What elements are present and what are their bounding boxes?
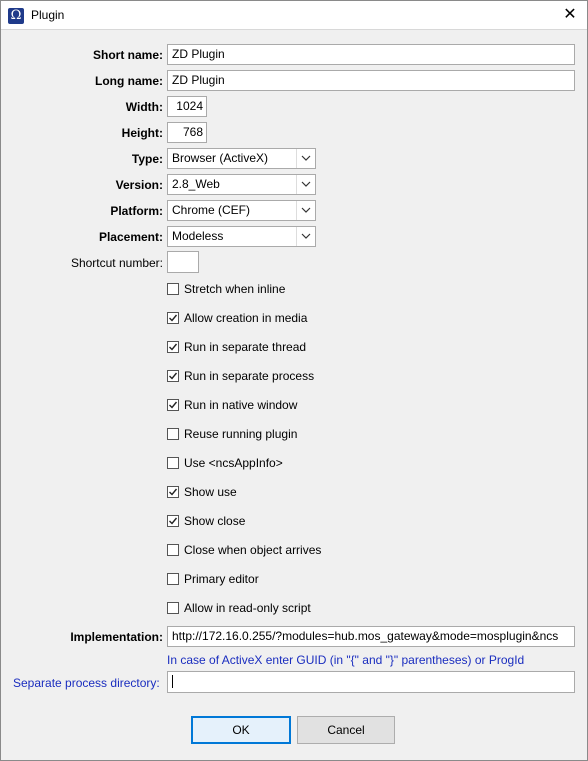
checkmark-icon — [168, 487, 178, 497]
type-select[interactable] — [167, 148, 316, 169]
checkbox-label: Close when object arrives — [184, 543, 322, 557]
separate-process-directory-label: Separate process directory: — [13, 676, 160, 690]
checkbox-unchecked[interactable] — [167, 428, 179, 440]
checkmark-icon — [168, 371, 178, 381]
checkbox-label: Stretch when inline — [184, 282, 286, 296]
checkbox-checked[interactable] — [167, 399, 179, 411]
checkbox-row[interactable] — [167, 398, 467, 414]
chevron-down-icon[interactable] — [296, 227, 315, 246]
checkbox-unchecked[interactable] — [167, 457, 179, 469]
checkbox-label: Reuse running plugin — [184, 427, 298, 441]
shortcut-number-input[interactable] — [167, 251, 199, 273]
checkbox-unchecked[interactable] — [167, 283, 179, 295]
checkbox-label: Primary editor — [184, 572, 259, 586]
close-icon[interactable]: ✕ — [563, 6, 577, 23]
shortcut-number-label: Shortcut number: — [70, 256, 163, 270]
chevron-down-icon[interactable] — [296, 201, 315, 220]
app-icon: Ω — [8, 8, 24, 24]
checkbox-label: Use <ncsAppInfo> — [184, 456, 283, 470]
checkbox-row[interactable] — [167, 427, 467, 443]
separate-process-directory-input[interactable] — [167, 671, 575, 693]
checkmark-icon — [168, 400, 178, 410]
checkbox-checked[interactable] — [167, 312, 179, 324]
checkbox-label: Allow creation in media — [184, 311, 308, 325]
placement-select[interactable] — [167, 226, 316, 247]
checkbox-label: Run in native window — [184, 398, 298, 412]
implementation-input[interactable]: http://172.16.0.255/?modules=hub.mos_gateway&mode=mosplugin&ncs — [167, 626, 575, 647]
title-bar — [0, 0, 588, 30]
chevron-down-icon[interactable] — [296, 149, 315, 168]
platform-select[interactable] — [167, 200, 316, 221]
platform-label: Platform: — [110, 204, 163, 218]
short-name-label: Short name: — [92, 48, 163, 62]
checkbox-row[interactable] — [167, 601, 467, 617]
checkbox-row[interactable] — [167, 456, 467, 472]
width-input[interactable]: 1024 — [167, 96, 207, 117]
platform-select-value: Chrome (CEF) — [172, 203, 251, 217]
type-label: Type: — [131, 152, 163, 166]
checkbox-row[interactable] — [167, 311, 467, 327]
checkmark-icon — [168, 342, 178, 352]
checkbox-row[interactable] — [167, 340, 467, 356]
long-name-label: Long name: — [95, 74, 163, 88]
window-title: Plugin — [31, 8, 65, 22]
checkbox-row[interactable] — [167, 572, 467, 588]
checkbox-label: Run in separate process — [184, 369, 315, 383]
checkmark-icon — [168, 516, 178, 526]
chevron-down-icon[interactable] — [296, 175, 315, 194]
checkbox-row[interactable] — [167, 485, 467, 501]
implementation-label: Implementation: — [70, 630, 163, 644]
checkbox-row[interactable] — [167, 282, 467, 298]
version-select[interactable] — [167, 174, 316, 195]
checkbox-checked[interactable] — [167, 341, 179, 353]
checkbox-checked[interactable] — [167, 515, 179, 527]
checkbox-unchecked[interactable] — [167, 573, 179, 585]
long-name-input[interactable]: ZD Plugin — [167, 70, 575, 91]
cancel-button[interactable]: Cancel — [297, 716, 395, 744]
height-label: Height: — [121, 126, 163, 140]
checkmark-icon — [168, 313, 178, 323]
short-name-input[interactable]: ZD Plugin — [167, 44, 575, 65]
checkbox-checked[interactable] — [167, 370, 179, 382]
checkbox-label: Show close — [184, 514, 246, 528]
checkbox-label: Show use — [184, 485, 237, 499]
implementation-hint: In case of ActiveX enter GUID (in "{" and "}" parentheses) or ProgId — [167, 653, 525, 667]
checkbox-row[interactable] — [167, 514, 467, 530]
ok-button[interactable]: OK — [191, 716, 291, 744]
checkbox-label: Allow in read-only script — [184, 601, 311, 615]
checkbox-row[interactable] — [167, 543, 467, 559]
version-select-value: 2.8_Web — [172, 177, 220, 191]
checkbox-unchecked[interactable] — [167, 602, 179, 614]
checkbox-label: Run in separate thread — [184, 340, 307, 354]
type-select-value: Browser (ActiveX) — [172, 151, 269, 165]
placement-select-value: Modeless — [172, 229, 224, 243]
checkbox-unchecked[interactable] — [167, 544, 179, 556]
width-label: Width: — [125, 100, 163, 114]
checkbox-checked[interactable] — [167, 486, 179, 498]
text-caret — [172, 675, 173, 688]
placement-label: Placement: — [98, 230, 163, 244]
version-label: Version: — [115, 178, 163, 192]
checkbox-row[interactable] — [167, 369, 467, 385]
height-input[interactable]: 768 — [167, 122, 207, 143]
